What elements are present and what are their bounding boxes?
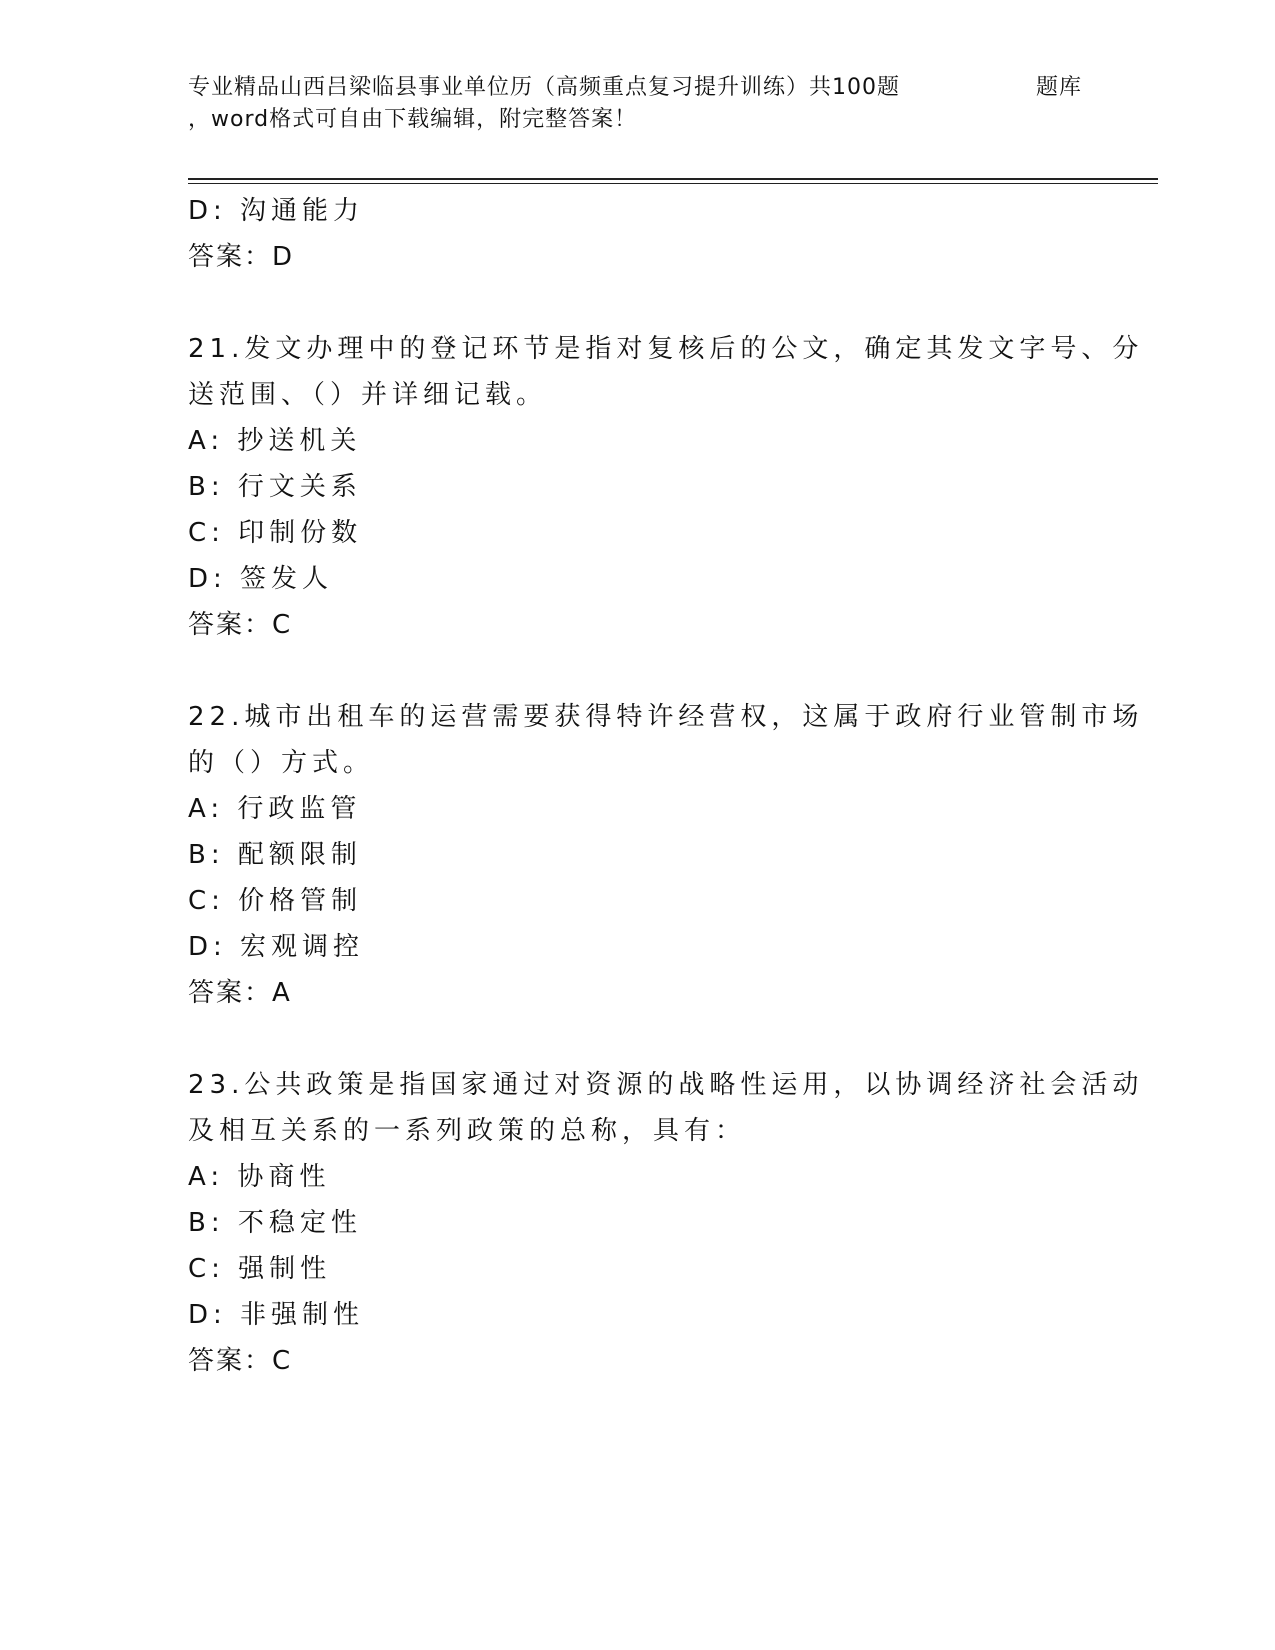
question-stem: 22.城市出租车的运营需要获得特许经营权，这属于政府行业管制市场 (188, 702, 1144, 732)
header-title-line2: ，word格式可自由下载编辑，附完整答案！ (188, 107, 638, 132)
document-body (188, 188, 1144, 1384)
header-rule-thick (188, 178, 1158, 180)
header-title-suffix: 题库 (1036, 75, 1083, 100)
question-stem: 21.发文办理中的登记环节是指对复核后的公文，确定其发文字号、分 (188, 334, 1144, 364)
option-a: A: 行政监管 (188, 794, 362, 824)
question-23 (188, 1062, 1144, 1384)
option-c: C: 强制性 (188, 1254, 332, 1284)
option-c: C: 价格管制 (188, 886, 363, 916)
header-title-line1: 专业精品山西吕梁临县事业单位历（高频重点复习提升训练）共100题 (188, 75, 900, 100)
option-b: B: 不稳定性 (188, 1208, 362, 1238)
header-rule-thin (188, 183, 1158, 184)
question-22 (188, 694, 1144, 1016)
question-stem: 送范围、（）并详细记载。 (188, 380, 548, 410)
option-d: D: 宏观调控 (188, 932, 365, 962)
document-header (188, 72, 1088, 136)
question-stem: 的（）方式。 (188, 748, 375, 778)
option-b: B: 行文关系 (188, 472, 362, 502)
prev-answer: 答案：D (188, 242, 295, 272)
question-21 (188, 326, 1144, 648)
option-b: B: 配额限制 (188, 840, 362, 870)
answer: 答案：C (188, 1346, 293, 1376)
answer: 答案：C (188, 610, 293, 640)
option-a: A: 抄送机关 (188, 426, 362, 456)
option-d: D: 非强制性 (188, 1300, 365, 1330)
question-stem: 及相互关系的一系列政策的总称，具有： (188, 1116, 747, 1146)
option-d: D: 签发人 (188, 564, 334, 594)
option-a: A: 协商性 (188, 1162, 331, 1192)
question-stem: 23.公共政策是指国家通过对资源的战略性运用，以协调经济社会活动 (188, 1070, 1144, 1100)
option-c: C: 印制份数 (188, 518, 363, 548)
prev-option-d: D: 沟通能力 (188, 196, 365, 226)
answer: 答案：A (188, 978, 292, 1008)
